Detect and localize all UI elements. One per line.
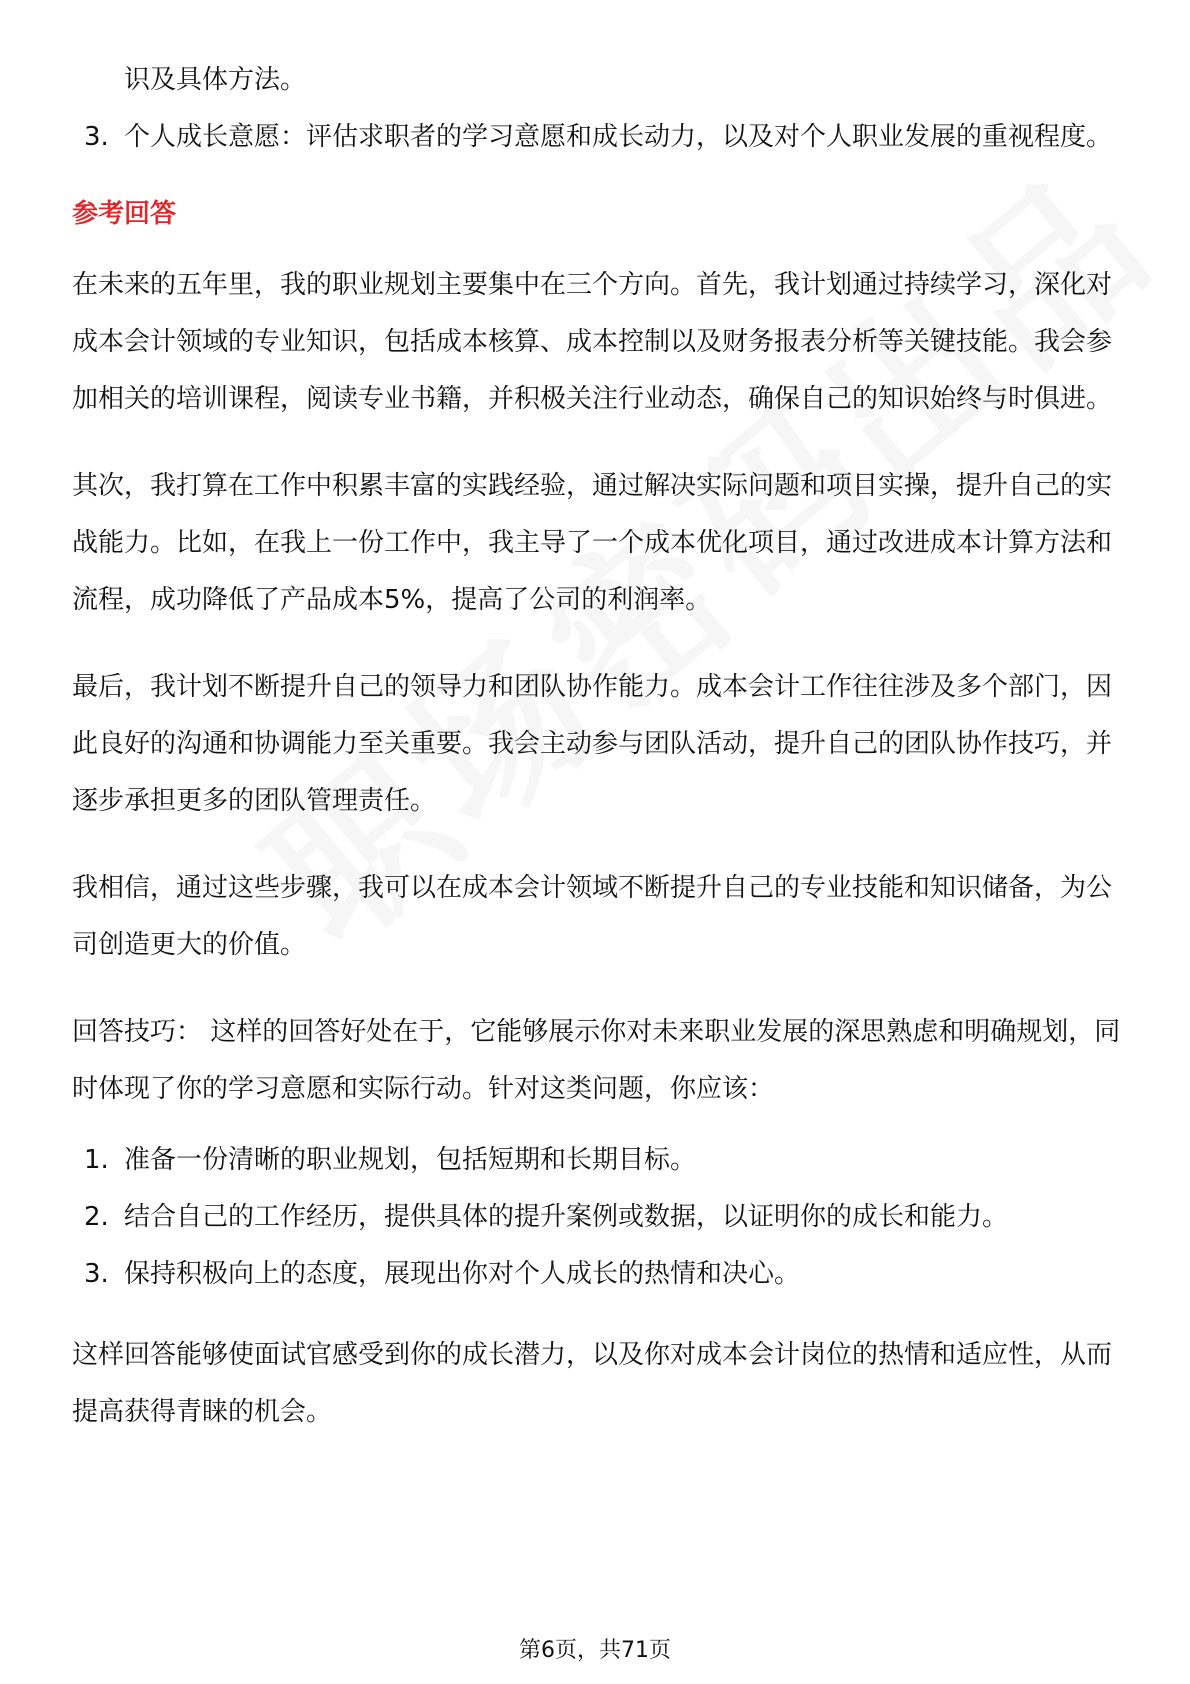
list-item-continuation: 识及具体方法。 xyxy=(124,65,307,95)
section-heading: 参考回答 xyxy=(72,199,177,229)
list-item-text: 结合自己的工作经历，提供具体的提升案例或数据，以证明你的成长和能力。 xyxy=(124,1202,1009,1232)
tips-intro: 回答技巧： 这样的回答好处在于，它能够展示你对未来职业发展的深思熟虑和明确规划，同时体现了你的学习意愿和实际行动。针对这类问题，你应该： xyxy=(72,1017,1121,1104)
answer-paragraph-1: 在未来的五年里，我的职业规划主要集中在三个方向。首先，我计划通过持续学习，深化对成本会计领域的专业知识，包括成本核算、成本控制以及财务报表分析等关键技能。我会参加相关的培训课程，阅读专业书籍，并积极关注行业动态，确保自己的知识始终与时俱进。 xyxy=(72,270,1113,414)
list-item xyxy=(72,1189,1124,1246)
page-number: 第6页，共71页 xyxy=(519,1638,671,1663)
list-item xyxy=(72,109,1124,166)
list-item-text: 准备一份清晰的职业规划，包括短期和长期目标。 xyxy=(124,1145,697,1175)
list-item xyxy=(72,1246,1124,1303)
list-item-number: 3. xyxy=(84,122,109,152)
list-item-text: 保持积极向上的态度，展现出你对个人成长的热情和决心。 xyxy=(124,1259,801,1289)
evaluation-list xyxy=(72,109,1124,166)
page-content xyxy=(72,52,1124,1441)
answer-paragraph-3: 最后，我计划不断提升自己的领导力和团队协作能力。成本会计工作往往涉及多个部门，因此良好的沟通和协调能力至关重要。我会主动参与团队活动，提升自己的团队协作技巧，并逐步承担更多的团队管理责任。 xyxy=(72,672,1113,816)
list-item-number: 1. xyxy=(84,1145,109,1175)
list-item-number: 3. xyxy=(84,1259,109,1289)
list-item-number: 2. xyxy=(84,1202,109,1232)
answer-paragraph-4: 我相信，通过这些步骤，我可以在成本会计领域不断提升自己的专业技能和知识储备，为公司创造更大的价值。 xyxy=(72,873,1113,960)
list-item xyxy=(72,1132,1124,1189)
tips-list xyxy=(72,1132,1124,1303)
answer-paragraph-2: 其次，我打算在工作中积累丰富的实践经验，通过解决实际问题和项目实操，提升自己的实战能力。比如，在我上一份工作中，我主导了一个成本优化项目，通过改进成本计算方法和流程，成功降低了产品成本5%，提高了公司的利润率。 xyxy=(72,471,1113,615)
tips-conclusion: 这样回答能够使面试官感受到你的成长潜力，以及你对成本会计岗位的热情和适应性，从而提高获得青睐的机会。 xyxy=(72,1340,1113,1427)
list-item-text: 个人成长意愿：评估求职者的学习意愿和成长动力，以及对个人职业发展的重视程度。 xyxy=(124,122,1113,152)
